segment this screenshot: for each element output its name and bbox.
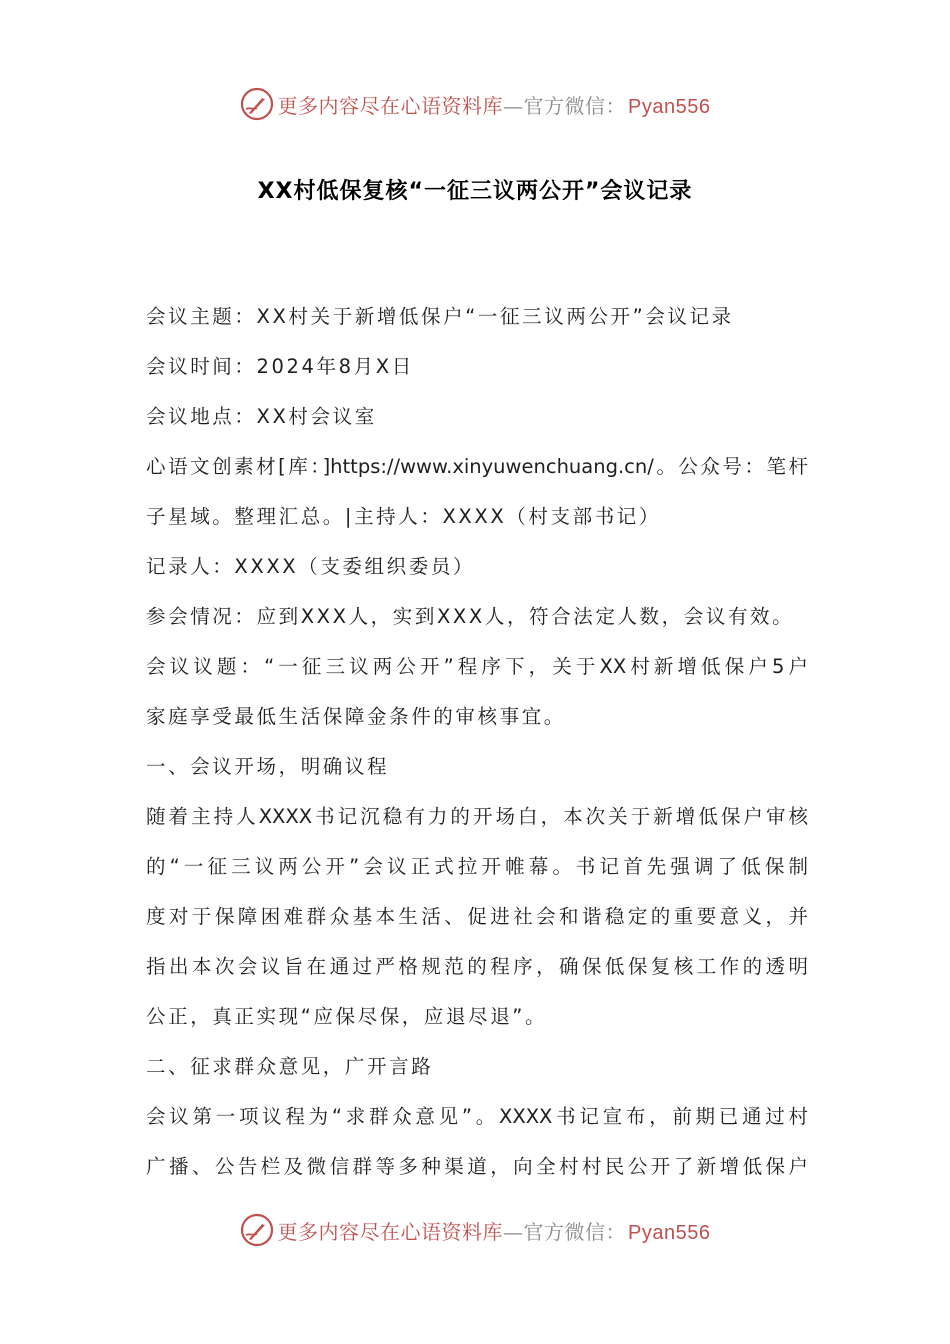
paragraph-line: 指出本次会议旨在通过严格规范的程序，确保低保复核工作的透明 bbox=[146, 955, 808, 978]
watermark-text bbox=[278, 1216, 711, 1245]
watermark-brand: 更多内容尽在心语资料库 bbox=[277, 1219, 504, 1244]
paragraph-line: 公正，真正实现“应保尽保，应退尽退”。 bbox=[146, 1005, 548, 1028]
watermark-dash: — bbox=[503, 1219, 524, 1244]
paragraph-line: 度对于保障困难群众基本生活、促进社会和谐稳定的重要意义，并 bbox=[146, 905, 808, 928]
paragraph-line: 会议第一项议程为“求群众意见”。XXXX书记宣布，前期已通过村 bbox=[146, 1105, 808, 1128]
host-line: 子星域。整理汇总。|主持人：XXXX（村支部书记） bbox=[146, 505, 662, 528]
source-note-line: 心语文创素材[库：]https://www.xinyuwenchuang.cn/。公众号：笔杆 bbox=[146, 455, 808, 478]
meeting-time-line: 会议时间：2024年8月X日 bbox=[146, 355, 414, 378]
document-body bbox=[146, 292, 808, 1192]
paragraph-line: 的“一征三议两公开”会议正式拉开帷幕。书记首先强调了低保制 bbox=[146, 855, 808, 878]
header-watermark-banner bbox=[0, 82, 950, 126]
footer-watermark-banner bbox=[0, 1208, 950, 1252]
document-title: XX村低保复核“一征三议两公开”会议记录 bbox=[257, 179, 693, 204]
attendance-line: 参会情况：应到XXX人，实到XXX人，符合法定人数，会议有效。 bbox=[146, 605, 795, 628]
agenda-line: 会议议题：“一征三议两公开”程序下，关于XX村新增低保户5户 bbox=[146, 655, 808, 678]
quill-pen-logo-icon bbox=[240, 87, 274, 121]
section-heading-1: 一、会议开场，明确议程 bbox=[146, 755, 390, 778]
watermark-wechat-id: Pyan556 bbox=[628, 95, 711, 118]
meeting-place-line: 会议地点：XX村会议室 bbox=[146, 405, 377, 428]
watermark-brand: 更多内容尽在心语资料库 bbox=[277, 93, 504, 118]
agenda-line-continued: 家庭享受最低生活保障金条件的审核事宜。 bbox=[146, 705, 566, 728]
watermark-text bbox=[278, 90, 711, 119]
section-heading-2: 二、征求群众意见，广开言路 bbox=[146, 1055, 434, 1078]
paragraph-line: 广播、公告栏及微信群等多种渠道，向全村村民公开了新增低保户 bbox=[146, 1155, 808, 1178]
paragraph-line: 随着主持人XXXX书记沉稳有力的开场白，本次关于新增低保户审核 bbox=[146, 805, 808, 828]
quill-pen-logo-icon bbox=[240, 1213, 274, 1247]
watermark-dash: — bbox=[503, 93, 524, 118]
meeting-topic-line: 会议主题：XX村关于新增低保户“一征三议两公开”会议记录 bbox=[146, 305, 734, 328]
watermark-official-label: 官方微信： bbox=[523, 93, 627, 118]
watermark-wechat-id: Pyan556 bbox=[628, 1221, 711, 1244]
recorder-line: 记录人：XXXX（支委组织委员） bbox=[146, 555, 476, 578]
watermark-official-label: 官方微信： bbox=[523, 1219, 627, 1244]
